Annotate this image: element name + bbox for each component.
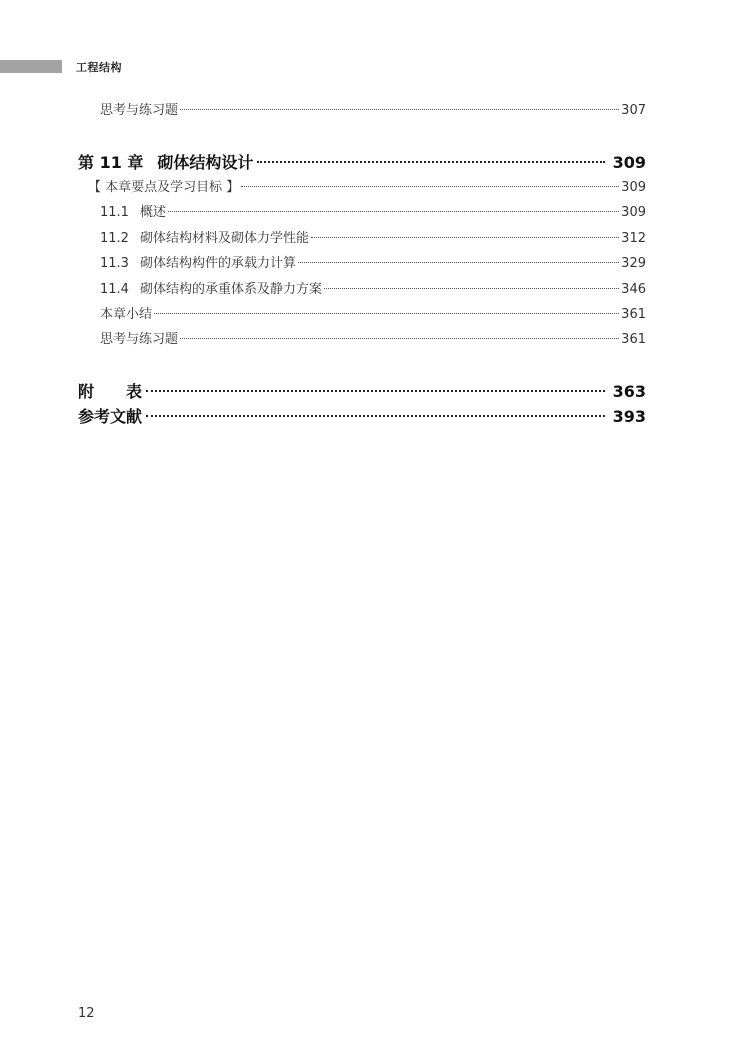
- toc-appendix[interactable]: [78, 379, 646, 402]
- appendix-heading: 附 表: [78, 382, 143, 401]
- toc-leader-dots: [257, 161, 604, 163]
- section-title: 砌体结构的承重体系及静力方案: [140, 282, 323, 297]
- section-number: 11.1: [100, 205, 129, 220]
- toc-entry-label: [100, 252, 296, 271]
- toc-entry-summary[interactable]: [100, 303, 646, 322]
- running-header-title: 工程结构: [76, 61, 122, 74]
- toc-leader-dots: [298, 262, 619, 263]
- section-title: 概述: [140, 205, 167, 220]
- toc-entry-section-11-4[interactable]: [100, 278, 646, 297]
- toc-entry-keypoints[interactable]: [88, 176, 646, 195]
- section-title: 砌体结构材料及砌体力学性能: [140, 231, 310, 246]
- toc-leader-dots: [154, 313, 619, 314]
- page-number: 12: [78, 1006, 95, 1021]
- section-number: 11.2: [100, 231, 129, 246]
- toc-leader-dots: [311, 237, 619, 238]
- toc-leader-dots: [146, 415, 605, 417]
- toc-references[interactable]: [78, 404, 646, 427]
- section-number: 11.4: [100, 282, 129, 297]
- toc-leader-dots: [241, 186, 619, 187]
- references-page: 393: [612, 407, 646, 426]
- toc-leader-dots: [180, 338, 619, 339]
- section-number: 11.3: [100, 256, 129, 271]
- toc-entry-page: 346: [621, 282, 646, 297]
- toc-entry-page: 329: [621, 256, 646, 271]
- toc-entry-page: 361: [621, 332, 646, 347]
- appendix-page: 363: [612, 382, 646, 401]
- toc-leader-dots: [180, 109, 619, 110]
- toc-entry-page: 312: [621, 231, 646, 246]
- toc-entry-page: 361: [621, 307, 646, 322]
- toc-entry-label: [100, 227, 309, 246]
- toc-leader-dots: [146, 390, 605, 392]
- toc-entry-exercises[interactable]: [100, 328, 646, 347]
- toc-entry-label: 思考与练习题: [100, 332, 179, 347]
- chapter-title: 砌体结构设计: [157, 153, 254, 172]
- toc-entry-page: 309: [621, 180, 646, 195]
- references-heading: 参考文献: [78, 407, 143, 426]
- chapter-heading: [78, 150, 253, 173]
- toc-chapter-11[interactable]: [78, 150, 646, 173]
- toc-entry-label: [100, 278, 322, 297]
- toc-entry-section-11-3[interactable]: [100, 252, 646, 271]
- toc-entry-prev-exercises[interactable]: [100, 99, 646, 118]
- toc-entry-section-11-1[interactable]: [100, 201, 646, 220]
- toc-entry-page: 307: [621, 103, 646, 118]
- toc-entry-label: 本章小结: [100, 307, 153, 322]
- section-title: 砌体结构构件的承载力计算: [140, 256, 297, 271]
- toc-entry-label: 思考与练习题: [100, 103, 179, 118]
- toc-entry-page: 309: [621, 205, 646, 220]
- header-decor-bar: [0, 60, 62, 73]
- toc-leader-dots: [168, 211, 619, 212]
- chapter-page: 309: [612, 153, 646, 172]
- toc-entry-section-11-2[interactable]: [100, 227, 646, 246]
- toc-entry-label: 【 本章要点及学习目标 】: [88, 180, 240, 195]
- toc-leader-dots: [324, 288, 619, 289]
- chapter-number: 第 11 章: [78, 153, 144, 172]
- toc-entry-label: [100, 201, 166, 220]
